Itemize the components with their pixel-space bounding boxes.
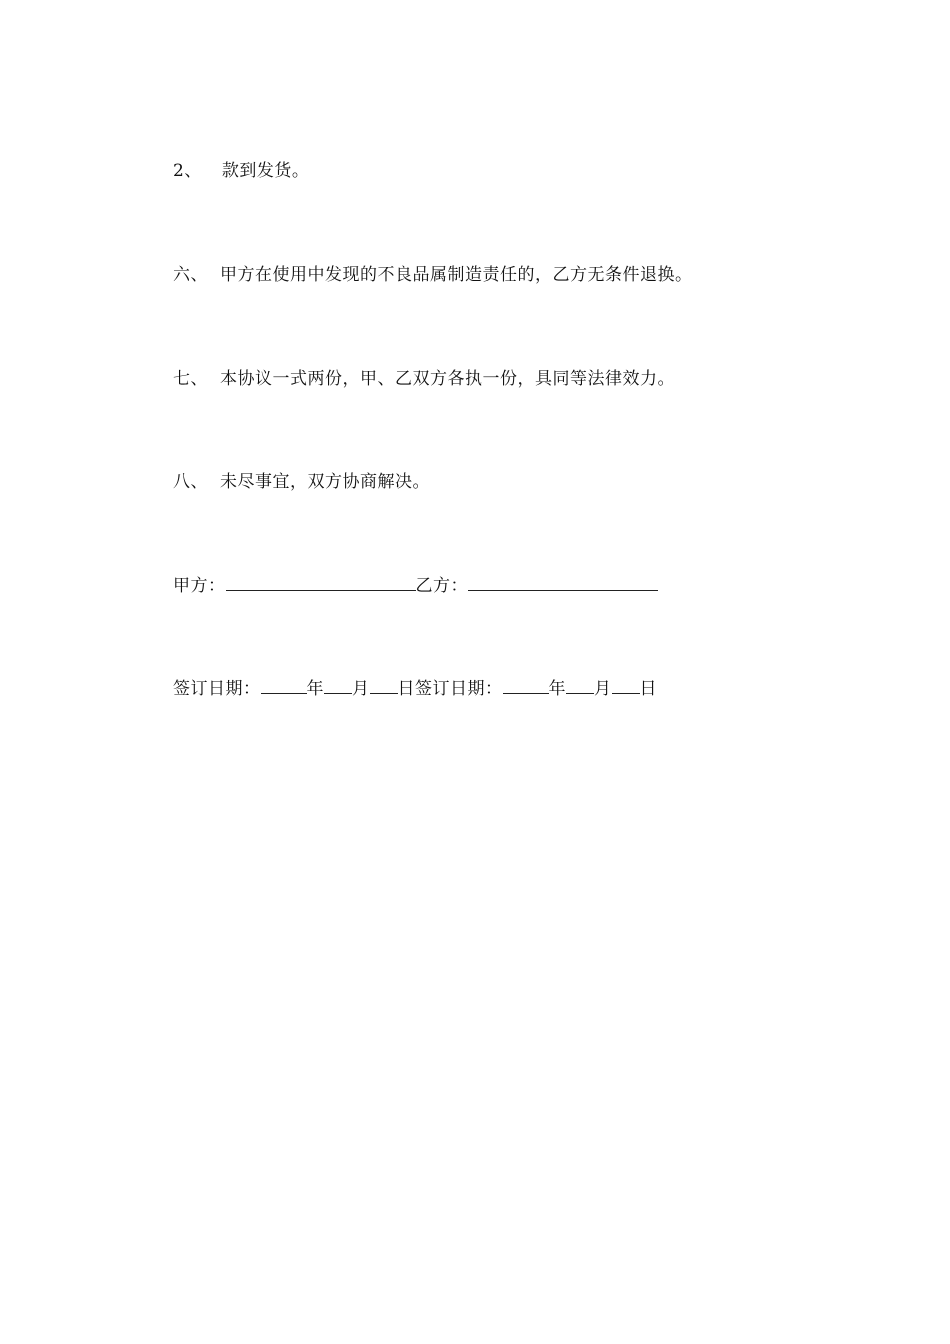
clause-number: 八、 <box>173 472 208 492</box>
party-a-label: 甲方： <box>173 576 226 596</box>
party-b-signature-blank[interactable] <box>468 574 658 591</box>
day-blank-a[interactable] <box>370 677 398 694</box>
year-blank-b[interactable] <box>503 677 549 694</box>
day-label-a: 日 <box>397 679 415 699</box>
day-blank-b[interactable] <box>612 677 640 694</box>
clause-payment <box>173 159 309 183</box>
clause-six <box>173 263 693 287</box>
clause-number: 七、 <box>173 369 208 389</box>
clause-eight <box>173 470 430 494</box>
year-label-b: 年 <box>548 679 566 699</box>
year-label-a: 年 <box>306 679 324 699</box>
clause-number: 2、 <box>173 161 202 181</box>
clause-text: 未尽事宜，双方协商解决。 <box>220 472 430 492</box>
year-blank-a[interactable] <box>261 677 307 694</box>
clause-seven <box>173 367 675 391</box>
date-label-a: 签订日期： <box>173 679 261 699</box>
day-label-b: 日 <box>639 679 657 699</box>
month-blank-b[interactable] <box>566 677 594 694</box>
clause-text: 本协议一式两份，甲、乙双方各执一份，具同等法律效力。 <box>220 369 675 389</box>
month-label-a: 月 <box>352 679 370 699</box>
party-b-label: 乙方： <box>415 576 468 596</box>
date-label-b: 签订日期： <box>415 679 503 699</box>
clause-text: 款到发货。 <box>221 161 310 181</box>
date-line <box>173 677 657 701</box>
clause-number: 六、 <box>173 265 208 285</box>
signature-line <box>173 574 658 598</box>
month-label-b: 月 <box>594 679 612 699</box>
month-blank-a[interactable] <box>324 677 352 694</box>
party-a-signature-blank[interactable] <box>226 574 416 591</box>
clause-text: 甲方在使用中发现的不良品属制造责任的，乙方无条件退换。 <box>220 265 693 285</box>
